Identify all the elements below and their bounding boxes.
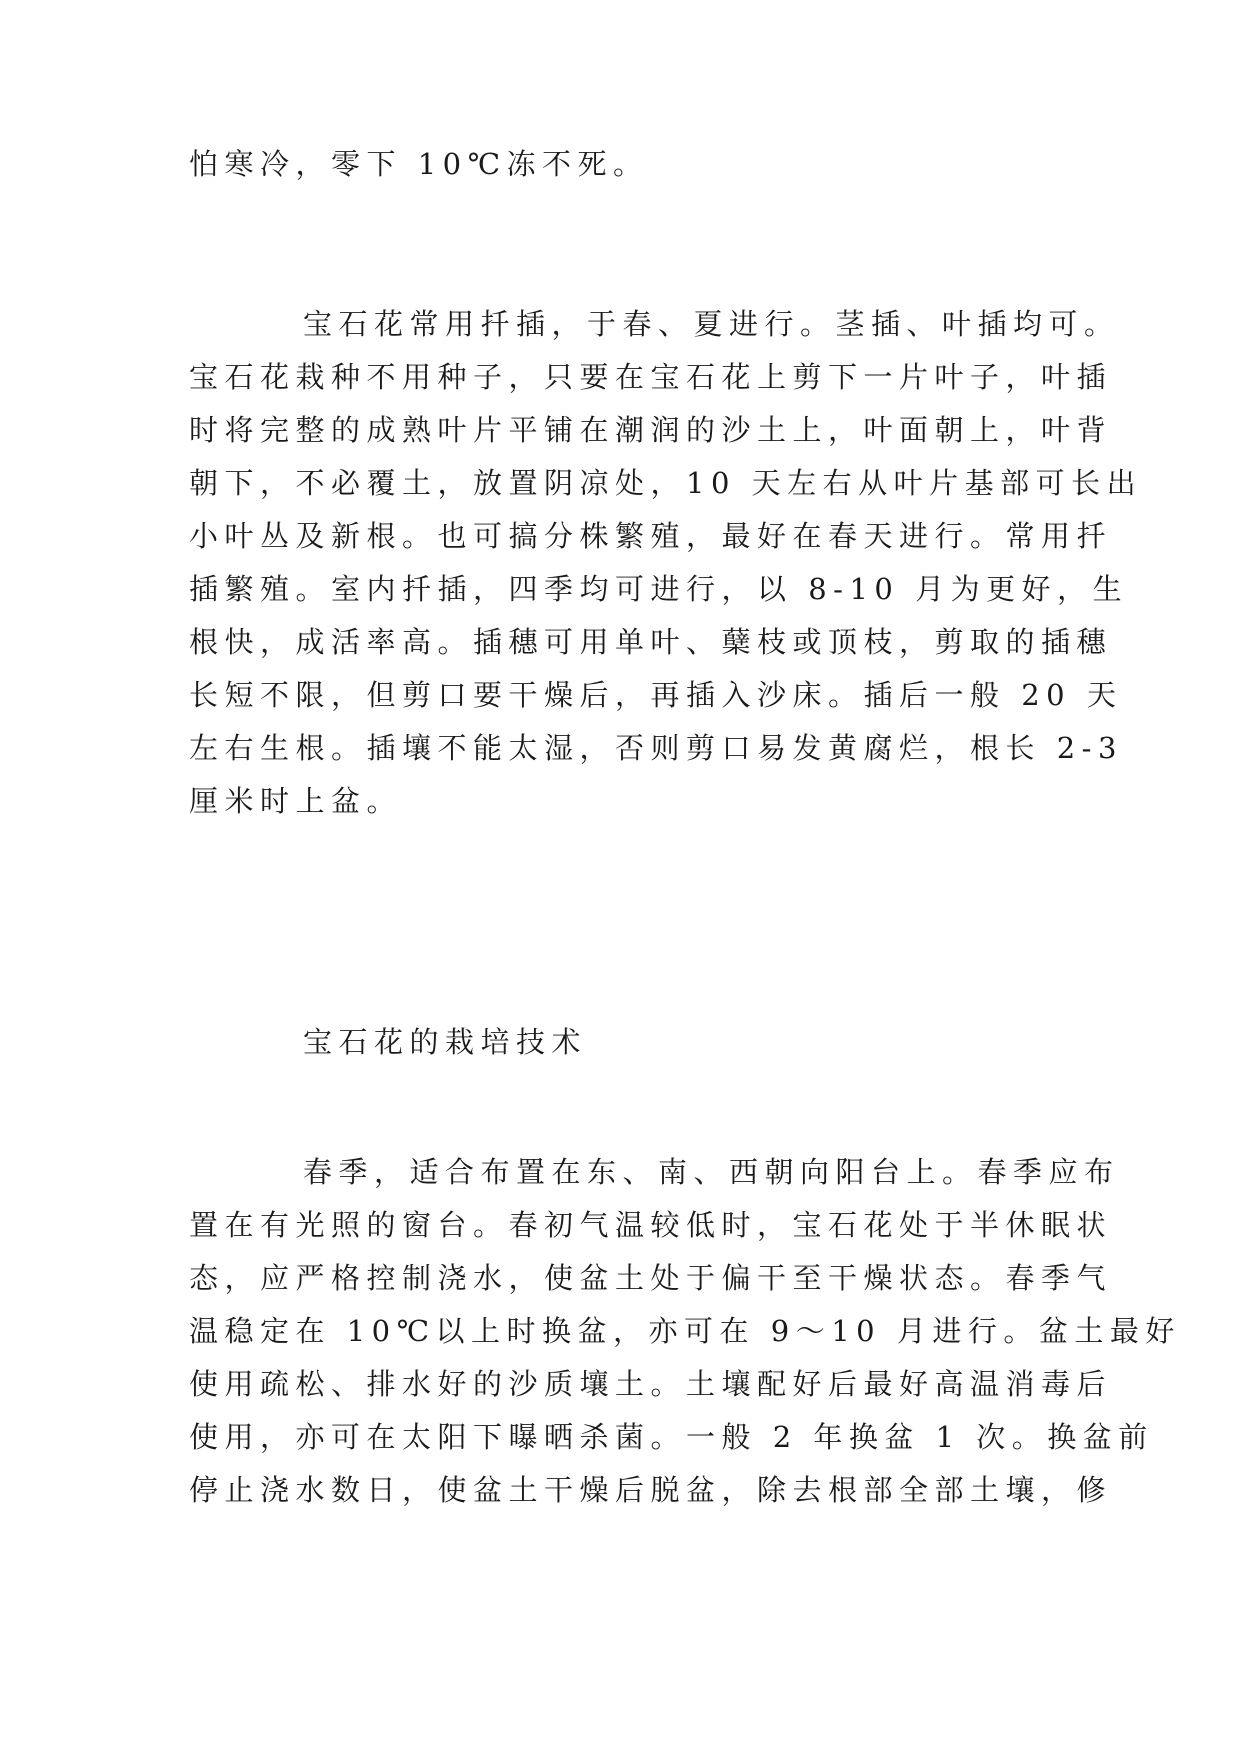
paragraph-2-line-5: 小叶丛及新根。也可搞分株繁殖，最好在春天进行。常用扦	[189, 519, 1113, 553]
paragraph-3-line-6: 使用，亦可在太阳下曝晒杀菌。一般 2 年换盆 1 次。换盆前	[189, 1420, 1154, 1454]
paragraph-2-line-7: 根快，成活率高。插穗可用单叶、蘖枝或顶枝，剪取的插穗	[189, 625, 1113, 659]
paragraph-3-line-5: 使用疏松、排水好的沙质壤土。土壤配好后最好高温消毒后	[189, 1367, 1113, 1401]
paragraph-2-line-3: 时将完整的成熟叶片平铺在潮润的沙土上，叶面朝上，叶背	[189, 413, 1113, 447]
paragraph-2-line-9: 左右生根。插壤不能太湿，否则剪口易发黄腐烂，根长 2-3	[189, 731, 1123, 765]
paragraph-3-line-2: 置在有光照的窗台。春初气温较低时，宝石花处于半休眠状	[189, 1208, 1113, 1242]
paragraph-2-line-6: 插繁殖。室内扦插，四季均可进行，以 8-10 月为更好，生	[189, 572, 1129, 606]
paragraph-3-line-3: 态，应严格控制浇水，使盆土处于偏干至干燥状态。春季气	[189, 1261, 1113, 1295]
paragraph-2-line-8: 长短不限，但剪口要干燥后，再插入沙床。插后一般 20 天	[189, 678, 1123, 712]
paragraph-3-line-1: 春季，适合布置在东、南、西朝向阳台上。春季应布	[303, 1155, 1120, 1189]
paragraph-3-line-4: 温稳定在 10℃以上时换盆，亦可在 9～10 月进行。盆土最好	[189, 1314, 1181, 1348]
paragraph-2-line-1: 宝石花常用扦插，于春、夏进行。茎插、叶插均可。	[303, 307, 1120, 341]
paragraph-2-line-4: 朝下，不必覆土，放置阴凉处，10 天左右从叶片基部可长出	[189, 466, 1143, 500]
paragraph-2-line-2: 宝石花栽种不用种子，只要在宝石花上剪下一片叶子，叶插	[189, 360, 1113, 394]
section-heading: 宝石花的栽培技术	[303, 1025, 588, 1059]
paragraph-2-line-10: 厘米时上盆。	[189, 784, 403, 818]
paragraph-3-line-7: 停止浇水数日，使盆土干燥后脱盆，除去根部全部土壤，修	[189, 1473, 1113, 1507]
paragraph-1-line-1: 怕寒冷，零下 10℃冻不死。	[189, 147, 649, 181]
